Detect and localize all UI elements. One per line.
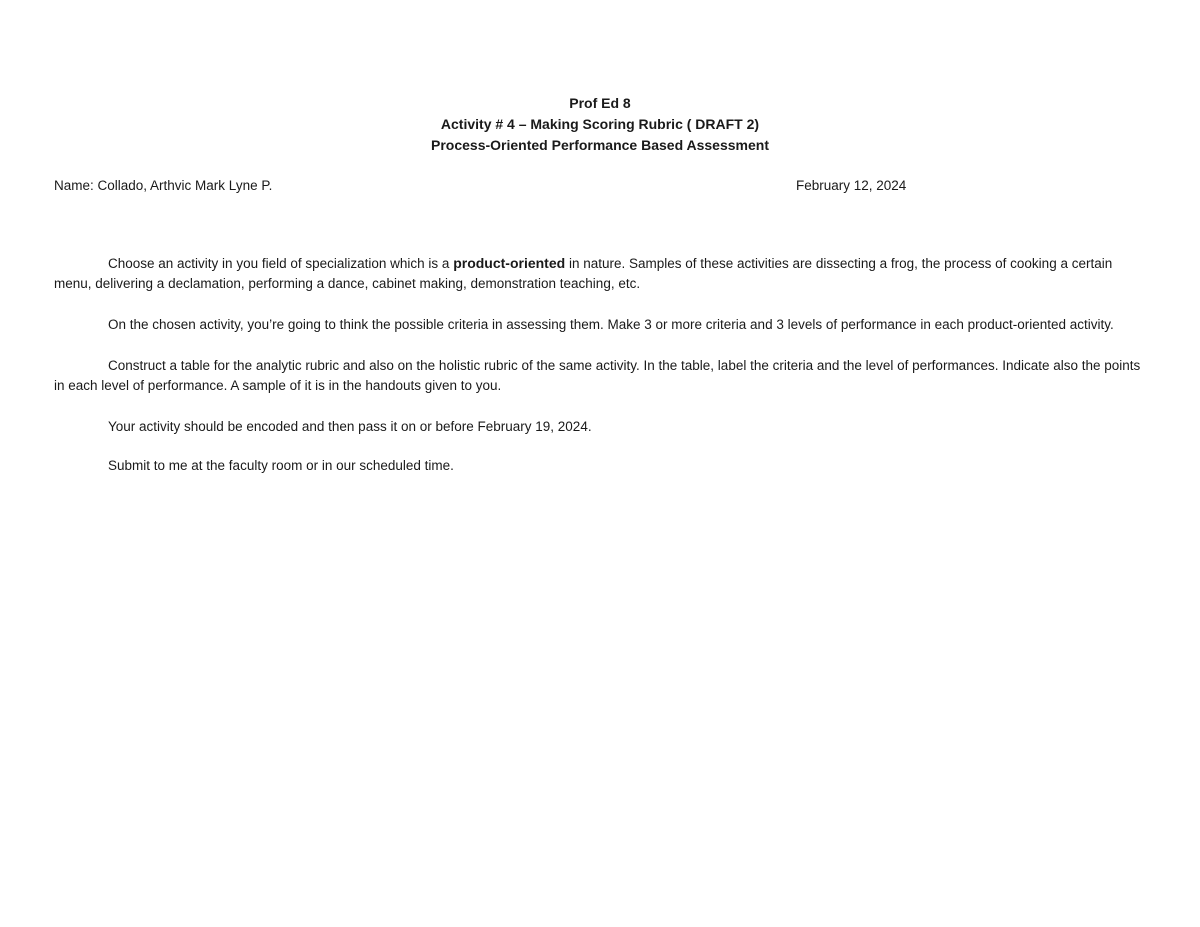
product-oriented-emphasis: product-oriented xyxy=(453,255,566,271)
document-header xyxy=(0,93,1200,156)
student-name: Name: Collado, Arthvic Mark Lyne P. xyxy=(54,178,273,193)
activity-title: Activity # 4 – Making Scoring Rubric ( DRAFT 2) xyxy=(440,116,760,132)
instruction-paragraph-3: Construct a table for the analytic rubric and also on the holistic rubric of the same activity. In the table, label the criteria and the level of performances. Indicate also the points in each level of performance. A sample of it is in the handouts given to you. xyxy=(54,358,1141,393)
student-info-row xyxy=(54,176,1144,196)
instruction-paragraph-5: Submit to me at the faculty room or in our scheduled time. xyxy=(108,458,454,473)
instruction-paragraph-2: On the chosen activity, you’re going to think the possible criteria in assessing them. Make 3 or more criteria and 3 levels of performance in each product-oriented activity. xyxy=(108,317,1114,332)
activity-subtitle: Process-Oriented Performance Based Assessment xyxy=(431,137,769,153)
document-date: February 12, 2024 xyxy=(796,178,907,193)
instructions-body xyxy=(54,253,1144,495)
instruction-paragraph-4: Your activity should be encoded and then pass it on or before February 19, 2024. xyxy=(108,419,592,434)
paragraph-1-text-end: in nature. Samples of these activities are dissecting a frog, the process of cooking a certain menu, delivering a declamation, performing a dance, cabinet making, demonstration teaching, etc. xyxy=(54,256,1113,291)
course-title: Prof Ed 8 xyxy=(569,95,631,111)
paragraph-1-text-start: Choose an activity in you field of specialization which is a xyxy=(108,256,454,271)
instruction-paragraph-1 xyxy=(54,253,1144,294)
